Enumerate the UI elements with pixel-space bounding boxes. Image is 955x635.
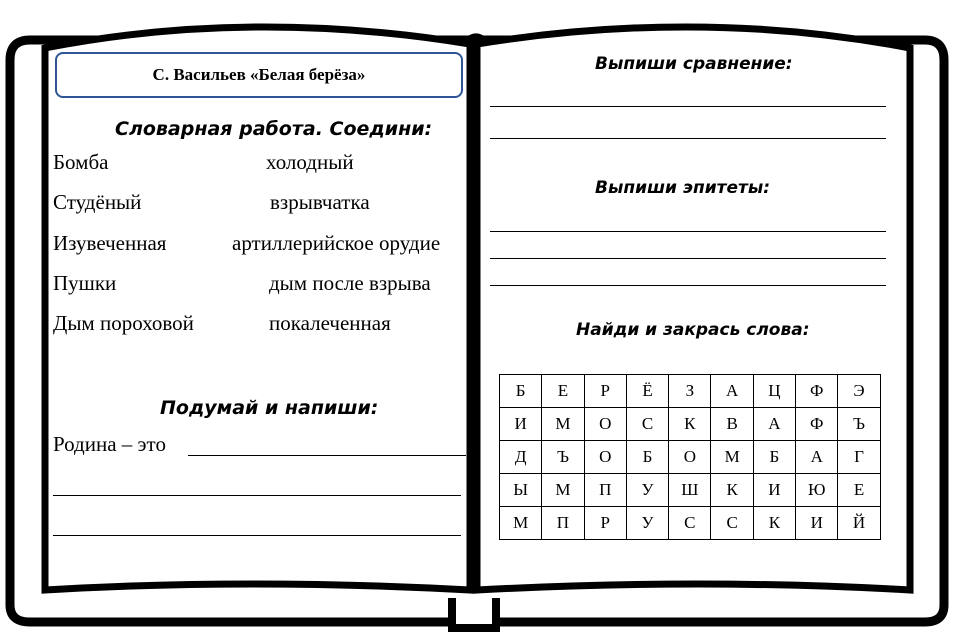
grid-cell[interactable]: Ъ: [838, 408, 880, 441]
grid-cell[interactable]: Б: [500, 375, 542, 408]
grid-cell[interactable]: В: [711, 408, 753, 441]
grid-cell[interactable]: М: [711, 441, 753, 474]
grid-cell[interactable]: С: [711, 507, 753, 540]
prompt-text: Родина – это: [53, 432, 166, 456]
grid-cell[interactable]: С: [669, 507, 711, 540]
grid-cell[interactable]: Й: [838, 507, 880, 540]
page-title: С. Васильев «Белая берёза»: [55, 52, 463, 98]
grid-cell[interactable]: Ъ: [542, 441, 584, 474]
grid-row: [500, 441, 881, 474]
comparison-heading: Выпиши сравнение:: [595, 54, 793, 74]
grid-cell[interactable]: Ф: [796, 408, 838, 441]
grid-cell[interactable]: Е: [838, 474, 880, 507]
think-heading: Подумай и напиши:: [160, 397, 379, 419]
grid-cell[interactable]: А: [711, 375, 753, 408]
grid-cell[interactable]: Д: [500, 441, 542, 474]
grid-cell[interactable]: У: [626, 507, 668, 540]
grid-row: [500, 507, 881, 540]
vocab-meaning: холодный: [266, 150, 354, 174]
grid-cell[interactable]: С: [626, 408, 668, 441]
grid-row: [500, 408, 881, 441]
grid-cell[interactable]: Ё: [626, 375, 668, 408]
word-search-grid: [499, 374, 881, 540]
grid-row: [500, 375, 881, 408]
vocab-heading: Словарная работа. Соедини:: [115, 118, 433, 140]
epithets-heading: Выпиши эпитеты:: [595, 178, 771, 198]
answer-line[interactable]: [188, 455, 466, 456]
grid-cell[interactable]: Б: [753, 441, 795, 474]
vocab-word: Пушки: [53, 271, 117, 295]
vocab-word: Студёный: [53, 190, 142, 214]
grid-cell[interactable]: Р: [584, 507, 626, 540]
grid-cell[interactable]: У: [626, 474, 668, 507]
vocab-word: Дым пороховой: [53, 311, 194, 335]
grid-cell[interactable]: П: [584, 474, 626, 507]
grid-cell[interactable]: О: [584, 441, 626, 474]
answer-line[interactable]: [53, 495, 461, 496]
vocab-word: Бомба: [53, 150, 109, 174]
vocab-meaning: дым после взрыва: [269, 271, 431, 295]
grid-cell[interactable]: Е: [542, 375, 584, 408]
grid-cell[interactable]: Ш: [669, 474, 711, 507]
grid-row: [500, 474, 881, 507]
vocab-meaning: покалеченная: [269, 311, 391, 335]
answer-line[interactable]: [490, 258, 886, 259]
answer-line[interactable]: [490, 285, 886, 286]
grid-cell[interactable]: К: [669, 408, 711, 441]
grid-cell[interactable]: Ы: [500, 474, 542, 507]
grid-cell[interactable]: А: [753, 408, 795, 441]
grid-cell[interactable]: З: [669, 375, 711, 408]
answer-line[interactable]: [490, 106, 886, 107]
grid-cell[interactable]: М: [542, 408, 584, 441]
grid-cell[interactable]: К: [753, 507, 795, 540]
answer-line[interactable]: [53, 535, 461, 536]
grid-cell[interactable]: И: [796, 507, 838, 540]
vocab-meaning: артиллерийское орудие: [232, 231, 441, 255]
grid-cell[interactable]: И: [753, 474, 795, 507]
grid-cell[interactable]: П: [542, 507, 584, 540]
grid-cell[interactable]: Р: [584, 375, 626, 408]
grid-cell[interactable]: Г: [838, 441, 880, 474]
grid-cell[interactable]: И: [500, 408, 542, 441]
grid-cell[interactable]: О: [669, 441, 711, 474]
grid-cell[interactable]: Ц: [753, 375, 795, 408]
answer-line[interactable]: [490, 231, 886, 232]
grid-cell[interactable]: М: [500, 507, 542, 540]
grid-cell[interactable]: Ф: [796, 375, 838, 408]
grid-cell[interactable]: А: [796, 441, 838, 474]
vocab-word: Изувеченная: [53, 231, 167, 255]
grid-cell[interactable]: О: [584, 408, 626, 441]
vocab-meaning: взрывчатка: [270, 190, 370, 214]
grid-cell[interactable]: М: [542, 474, 584, 507]
grid-cell[interactable]: Б: [626, 441, 668, 474]
grid-cell[interactable]: Ю: [796, 474, 838, 507]
answer-line[interactable]: [490, 138, 886, 139]
grid-cell[interactable]: К: [711, 474, 753, 507]
grid-cell[interactable]: Э: [838, 375, 880, 408]
wordsearch-heading: Найди и закрась слова:: [576, 320, 810, 340]
